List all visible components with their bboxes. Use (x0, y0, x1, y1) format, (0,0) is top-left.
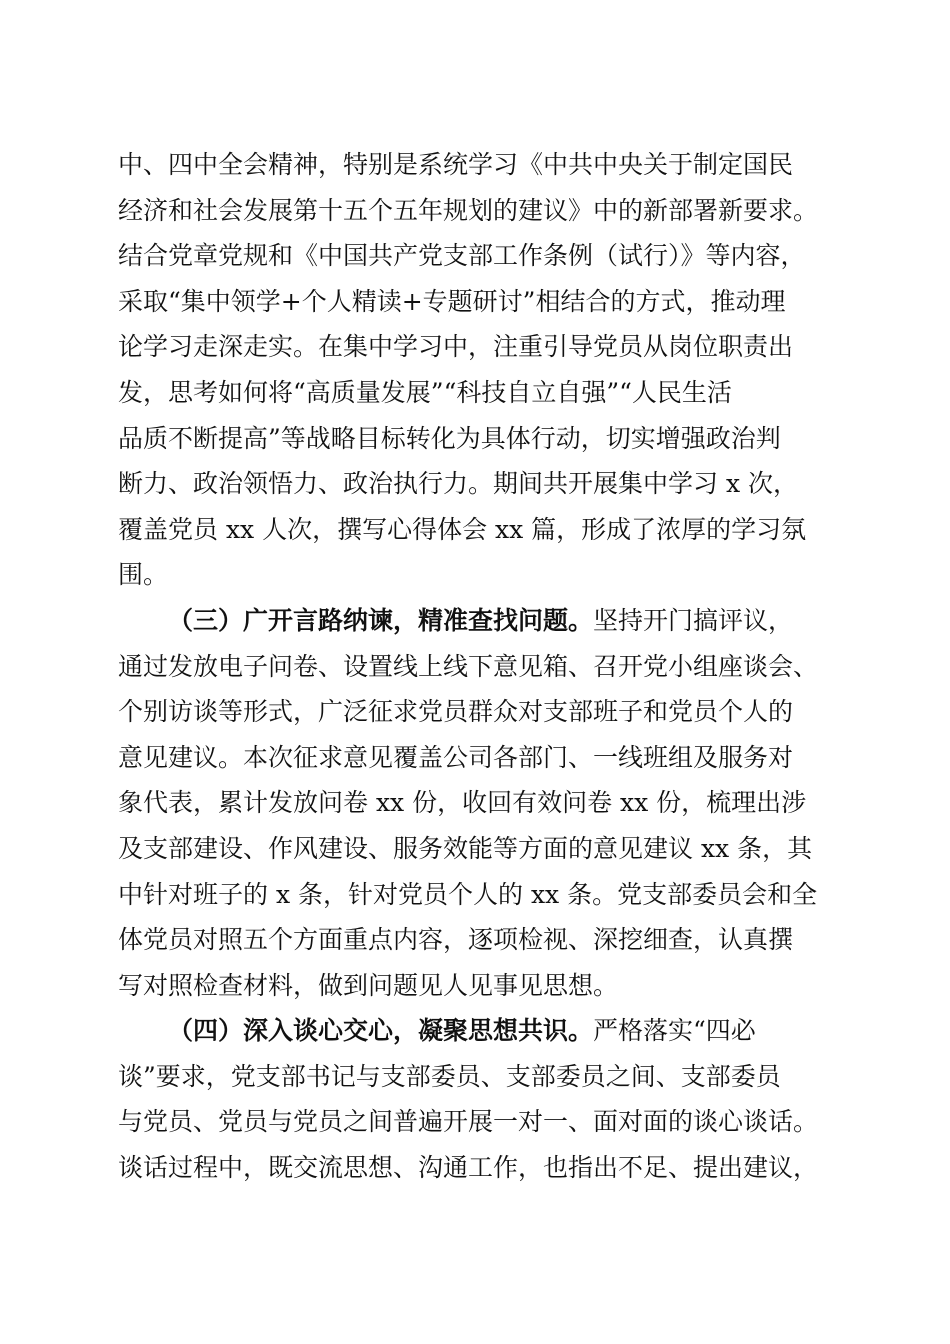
text-line: 通过发放电子问卷、设置线上线下意见箱、召开党小组座谈会、 (118, 651, 819, 681)
paragraph-first-line (118, 1008, 832, 1054)
text-span: 坚持开门搞评议， (593, 605, 794, 635)
text-line: 围。 (118, 560, 169, 590)
paragraph-study (118, 142, 832, 598)
text-line: 经济和社会发展第十五个五年规划的建议》中的新部署新要求。 (118, 195, 819, 225)
text-line: 谈”要求，党支部书记与支部委员、支部委员之间、支部委员 (118, 1061, 781, 1091)
text-line: 品质不断提高”等战略目标转化为具体行动，切实增强政治判 (118, 423, 781, 453)
text-line: 中、四中全会精神，特别是系统学习《中共中央关于制定国民 (118, 150, 794, 179)
text-line: 及支部建设、作风建设、服务效能等方面的意见建议 xx 条，其 (118, 833, 813, 863)
paragraph-solicit-opinions (118, 598, 832, 1008)
section-heading-4: （四）深入谈心交心，凝聚思想共识。 (168, 1016, 594, 1046)
paragraph-first-line (118, 598, 832, 644)
text-line: 中针对班子的 x 条，针对党员个人的 xx 条。党支部委员会和全 (118, 879, 818, 909)
text-span: 严格落实“四必 (593, 1016, 756, 1046)
text-line: 结合党章党规和《中国共产党支部工作条例（试行）》等内容， (118, 241, 806, 271)
text-line: 发，思考如何将“高质量发展”“科技自立自强”“人民生活 (118, 377, 732, 407)
section-heading-3: （三）广开言路纳谏，精准查找问题。 (168, 605, 594, 635)
text-line: 体党员对照五个方面重点内容，逐项检视、深挖细查，认真撰 (118, 925, 794, 955)
text-line: 论学习走深走实。在集中学习中，注重引导党员从岗位职责出 (118, 332, 794, 362)
text-line: 覆盖党员 xx 人次，撰写心得体会 xx 篇，形成了浓厚的学习氛 (118, 514, 807, 544)
text-line: 意见建议。本次征求意见覆盖公司各部门、一线班组及服务对 (118, 742, 794, 772)
text-line: 与党员、党员与党员之间普遍开展一对一、面对面的谈心谈话。 (118, 1107, 819, 1137)
text-line: 象代表，累计发放问卷 xx 份，收回有效问卷 xx 份，梳理出涉 (118, 788, 807, 818)
paragraph-heart-to-heart-talks (118, 1008, 832, 1190)
text-line: 断力、政治领悟力、政治执行力。期间共开展集中学习 x 次， (118, 469, 798, 499)
text-line: 采取“集中领学+个人精读+专题研讨”相结合的方式，推动理 (118, 286, 786, 316)
text-line: 谈话过程中，既交流思想、沟通工作，也指出不足、提出建议， (118, 1153, 819, 1183)
text-line: 个别访谈等形式，广泛征求党员群众对支部班子和党员个人的 (118, 697, 794, 727)
document-body (118, 142, 832, 1191)
text-line: 写对照检查材料，做到问题见人见事见思想。 (118, 970, 619, 1000)
